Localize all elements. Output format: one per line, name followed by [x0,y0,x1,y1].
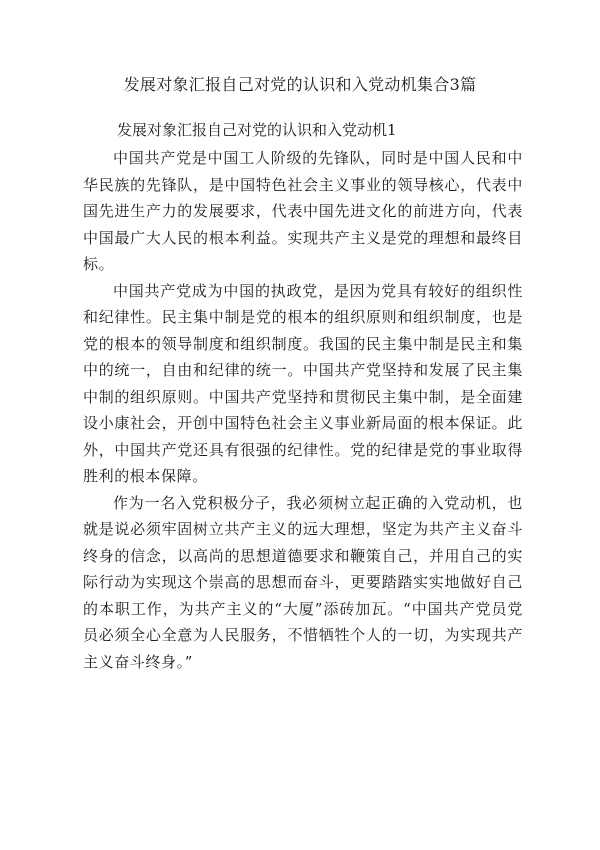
document-body [83,145,523,675]
paragraph: 中国共产党是中国工人阶级的先锋队，同时是中国人民和中华民族的先锋队，是中国特色社会主义事业的领导核心，代表中国先进生产力的发展要求，代表中国先进文化的前进方向，代表中国最广大人民的根本利益。实现共产主义是党的理想和最终目标。 [83,149,523,273]
document-title: 发展对象汇报自己对党的认识和入党动机集合3篇 [123,75,477,94]
paragraph: 作为一名入党积极分子，我必须树立起正确的入党动机，也就是说必须牢固树立共产主义的远大理想，坚定为共产主义奋斗终身的信念，以高尚的思想道德要求和鞭策自己，并用自己的实际行动为实现这个崇高的思想而奋斗，更要踏踏实实地做好自己的本职工作，为共产主义的“大厦”添砖加瓦。“中国共产党员党员必须全心全意为人民服务，不惜牺牲个人的一切，为实现共产主义奋斗终身。” [83,493,523,671]
paragraph: 中国共产党成为中国的执政党，是因为党具有较好的组织性和纪律性。民主集中制是党的根本的组织原则和组织制度，也是党的根本的领导制度和组织制度。我国的民主集中制是民主和集中的统一，自由和纪律的统一。中国共产党坚持和发展了民主集中制的组织原则。中国共产党坚持和贯彻民主集中制，是全面建设小康社会，开创中国特色社会主义事业新局面的根本保证。此外，中国共产党还具有很强的纪律性。党的纪律是党的事业取得胜利的根本保障。 [83,281,523,485]
section-heading: 发展对象汇报自己对党的认识和入党动机1 [117,121,397,139]
